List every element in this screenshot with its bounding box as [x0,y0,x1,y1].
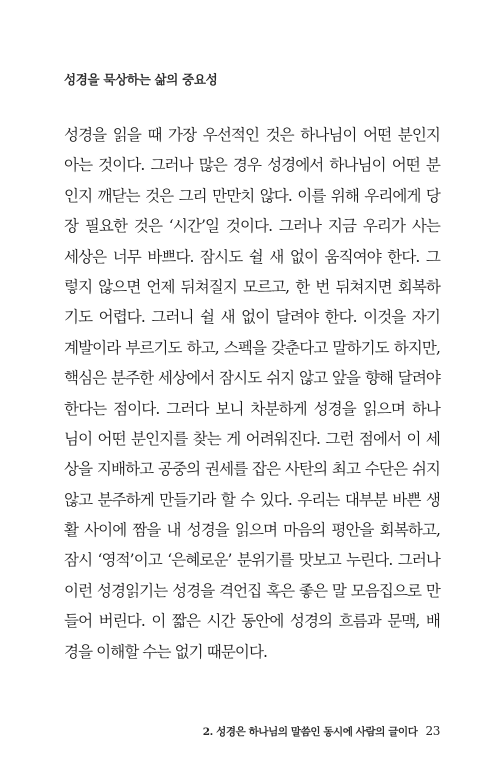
text-line: 계발이라 부르기도 하고, 스펙을 갖춘다고 말하기도 하지만, [64,338,440,357]
text-line: 아는 것이다. 그러나 많은 경우 성경에서 하나님이 어떤 분 [64,156,440,175]
text-line: 인지 깨닫는 것은 그리 만만치 않다. 이를 위해 우리에게 당 [64,186,440,205]
page-number: 23 [425,724,440,738]
text-line: 경을 이해할 수는 없기 때문이다. [64,642,268,661]
chapter-title: 2. 성경은 하나님의 말씀인 동시에 사람의 글이다 [202,726,418,738]
text-line: 않고 분주하게 만들기라 할 수 있다. 우리는 대부분 바쁜 생 [64,490,440,509]
text-line: 세상은 너무 바쁘다. 잠시도 쉴 새 없이 움직여야 한다. 그 [64,247,440,266]
text-line: 장 필요한 것은 ‘시간’일 것이다. 그러나 지금 우리가 사는 [64,217,440,236]
text-line: 잠시 ‘영적’이고 ‘은혜로운’ 분위기를 맛보고 누린다. 그러나 [64,551,440,570]
running-footer [64,724,440,739]
section-title: 성경을 묵상하는 삶의 중요성 [64,72,218,87]
text-line: 한다는 점이다. 그러다 보니 차분하게 성경을 읽으며 하나 [64,399,440,418]
text-line: 핵심은 분주한 세상에서 잠시도 쉬지 않고 앞을 향해 달려야 [64,369,440,388]
text-line: 성경을 읽을 때 가장 우선적인 것은 하나님이 어떤 분인지 [64,126,440,144]
text-line: 활 사이에 짬을 내 성경을 읽으며 마음의 평안을 회복하고, [64,521,440,540]
text-line: 렇지 않으면 언제 뒤쳐질지 모르고, 한 번 뒤쳐지면 회복하 [64,277,440,296]
body-paragraph [64,120,440,667]
text-line: 들어 버린다. 이 짧은 시간 동안에 성경의 흐름과 문맥, 배 [64,612,440,631]
text-line: 상을 지배하고 공중의 권세를 잡은 사탄의 최고 수단은 쉬지 [64,460,440,479]
text-line: 님이 어떤 분인지를 찾는 게 어려워진다. 그런 점에서 이 세 [64,429,440,448]
text-line: 이런 성경읽기는 성경을 격언집 혹은 좋은 말 모음집으로 만 [64,581,440,600]
text-line: 기도 어렵다. 그러니 쉴 새 없이 달려야 한다. 이것을 자기 [64,308,440,327]
